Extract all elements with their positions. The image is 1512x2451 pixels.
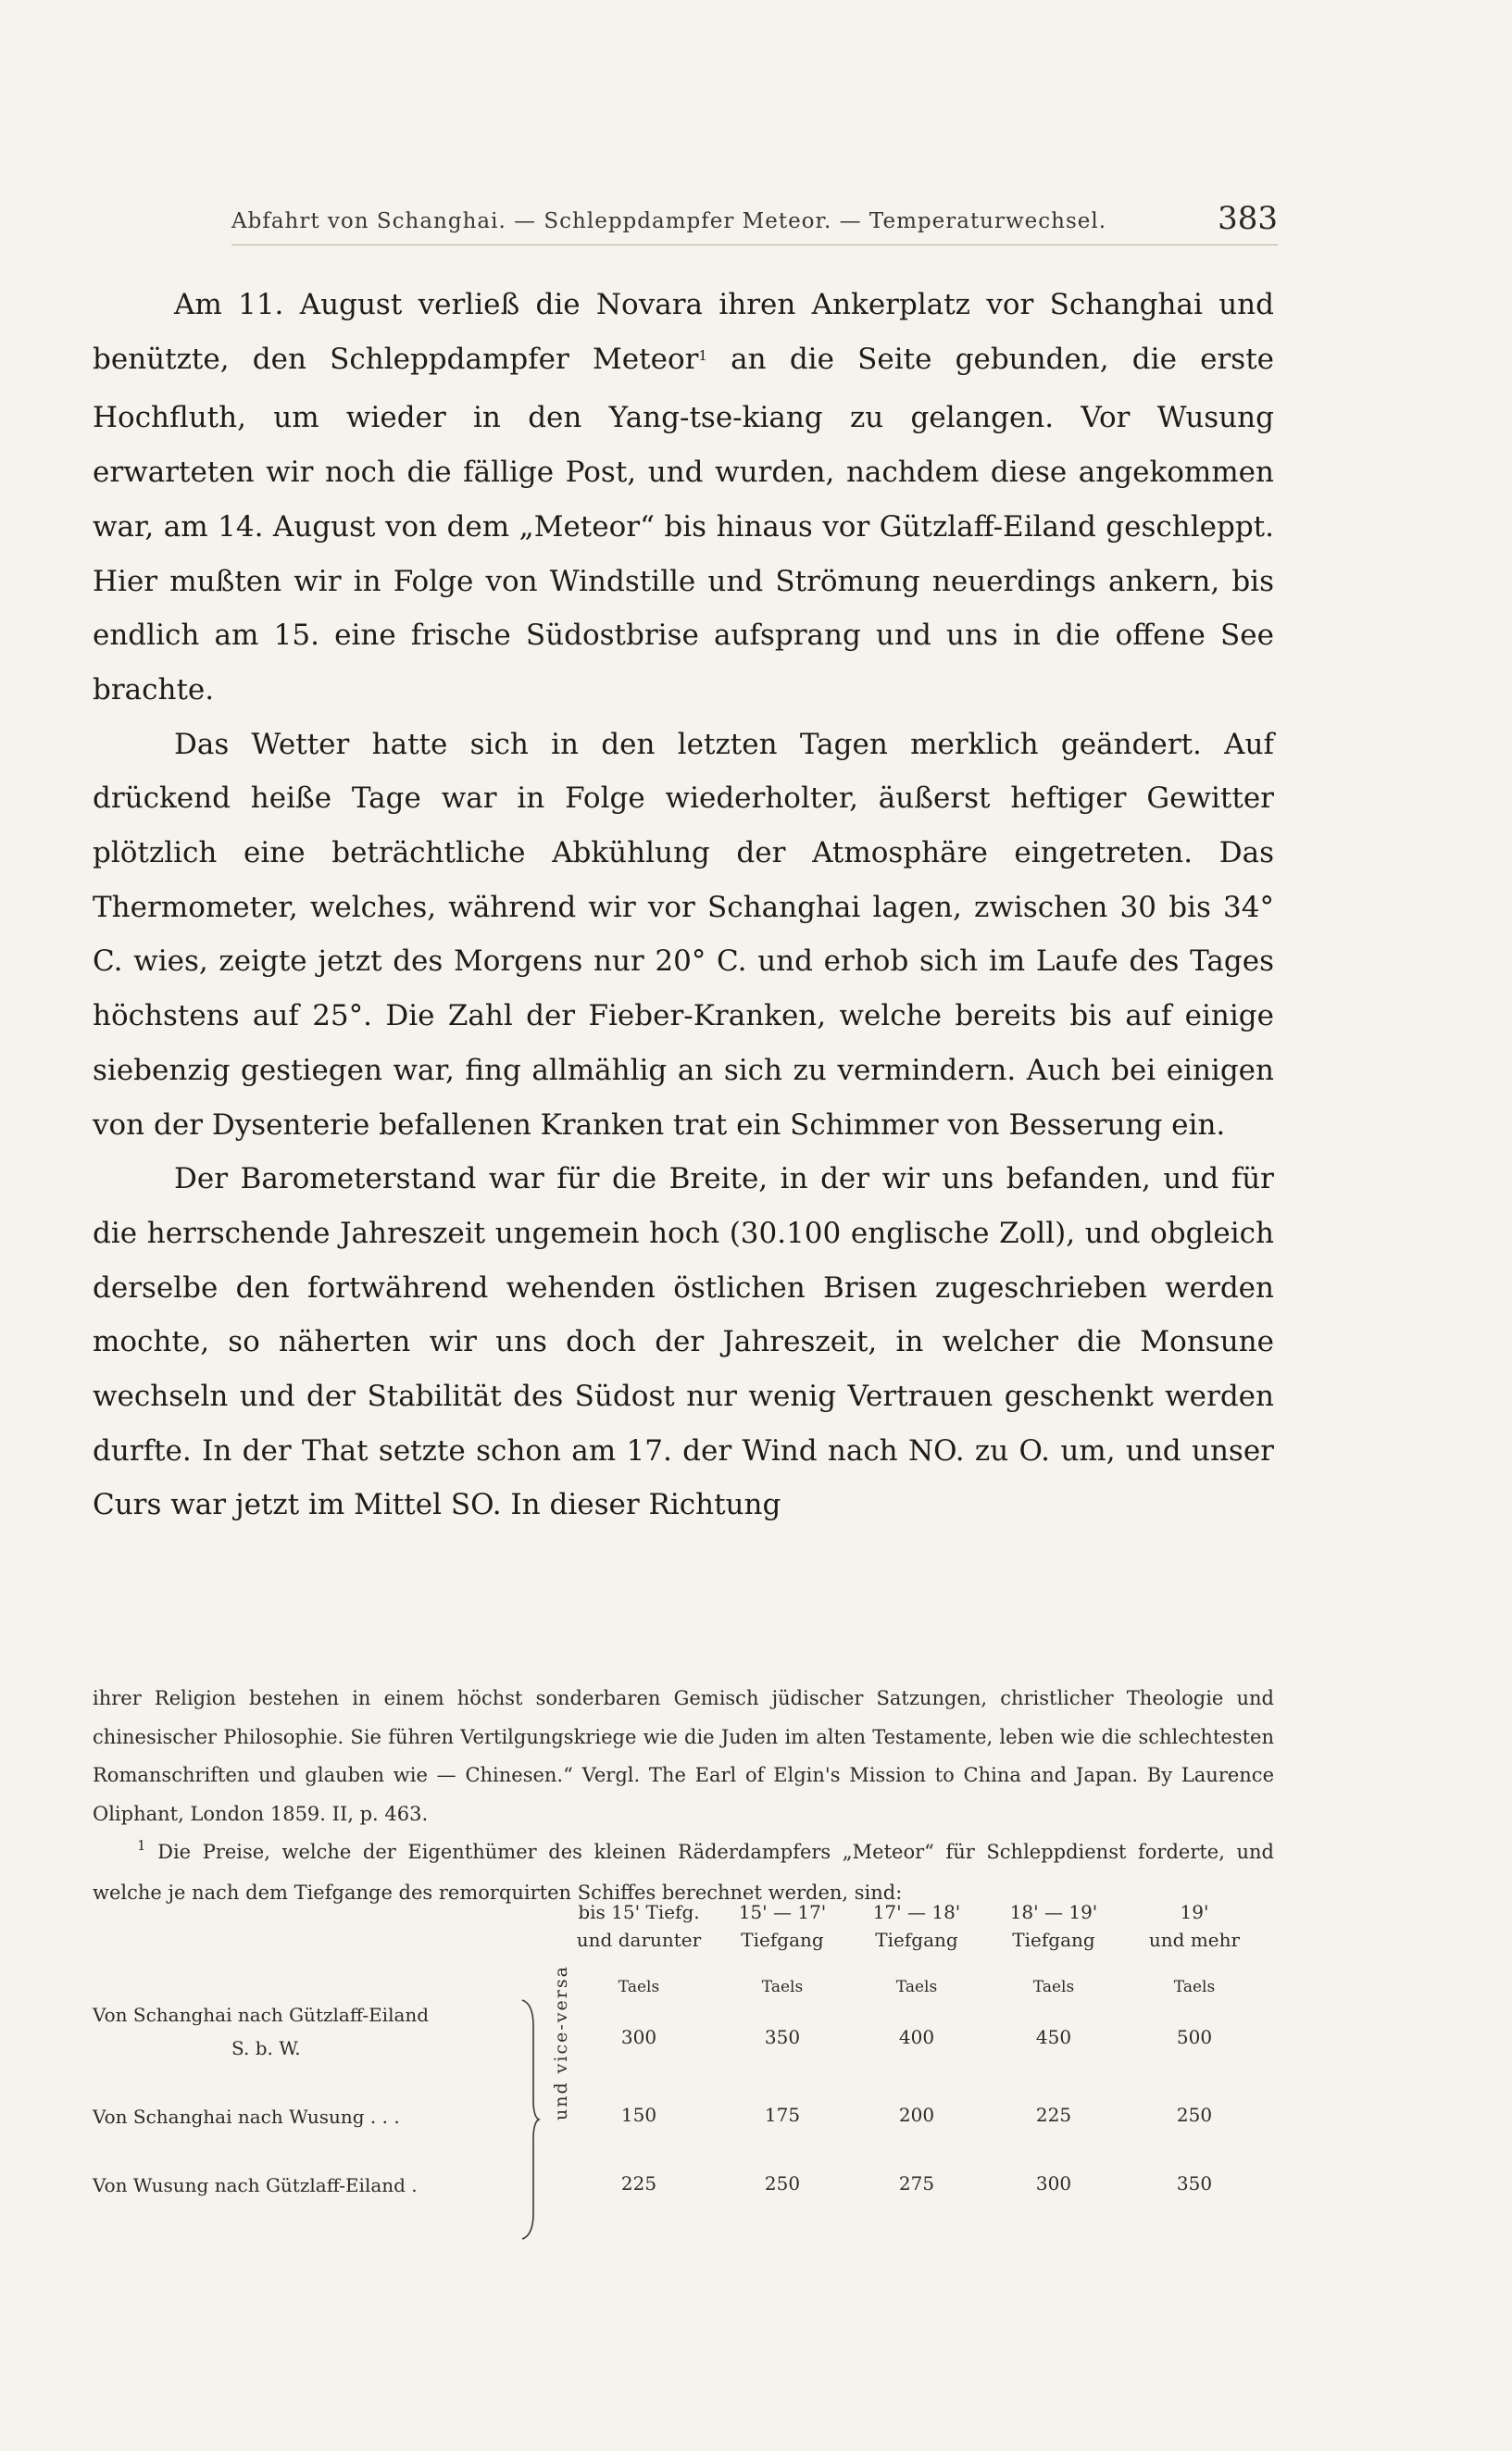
unit-label: Taels bbox=[1173, 1978, 1216, 1996]
unit-label: Taels bbox=[895, 1978, 938, 1996]
paragraph-2: Das Wetter hatte sich in den letzten Tagen merklich geändert. Auf drückend heiße Tage war in Folge wiederholter, äußerst heftiger Gewitter plötzlich eine beträchtliche Abkühlung der Atmosphäre eingetreten. Das Thermometer, welches, während wir vor Schanghai lagen, zwischen 30 bis 34° C. wies, zeigte jetzt des Morgens nur 20° C. und erhob sich im Laufe des Tages höchstens auf 25°. Die Zahl der Fieber-Kranken, welche bereits bis auf einige siebenzig gestiegen war, fing allmählig an sich zu vermindern. Auch bei einigen von der Dysenterie befallenen Kranken trat ein Schimmer von Besserung ein. bbox=[93, 727, 1274, 1142]
column-header bbox=[565, 1898, 713, 1954]
table-cell: 275 bbox=[898, 2172, 935, 2195]
main-text bbox=[93, 278, 1274, 1532]
row-label: Von Wusung nach Gützlaff-Eiland . bbox=[93, 2174, 418, 2196]
row-label: Von Schanghai nach Wusung . . . bbox=[93, 2106, 400, 2128]
table-cell: 450 bbox=[1035, 2026, 1072, 2048]
footnote-continuation: ihrer Religion bestehen in einem höchst sonderbaren Gemisch jüdischer Satzungen, christlicher Theologie und chinesischer Philosophie. Sie führen Vertilgungskriege wie die Juden im alten Testamente, leben wie die schlechtesten Romanschriften und glauben wie — Chinesen.“ Vergl. The Earl of Elgin's Mission to China and Japan. By Laurence Oliphant, London 1859. II, p. 463. bbox=[93, 1687, 1274, 1825]
footnotes bbox=[93, 1680, 1274, 1912]
column-header-line2: Tiefgang bbox=[1012, 1929, 1095, 1951]
table-cell: 250 bbox=[764, 2172, 801, 2195]
column-header-line1: 15' — 17' bbox=[738, 1901, 827, 1923]
page-number: 383 bbox=[1218, 200, 1278, 237]
page-header bbox=[231, 200, 1278, 245]
footnote-ref-1: 1 bbox=[698, 346, 707, 364]
paragraph-3: Der Barometerstand war für die Breite, in der wir uns befanden, und für die herrschende Jahreszeit ungemein hoch (30.100 englische Zoll), und obgleich derselbe den fortwährend wehenden östlichen Brisen zugeschrieben werden mochte, so näherten wir uns doch der Jahreszeit, in welcher die Monsune wechseln und der Stabilität des Südost nur wenig Vertrauen geschenkt werden durfte. In der That setzte schon am 17. der Wind nach NO. zu O. um, und unser Curs war jetzt im Mittel SO. In dieser Richtung bbox=[93, 1162, 1274, 1522]
table-cell: 225 bbox=[620, 2172, 657, 2195]
column-header-line1: 17' — 18' bbox=[872, 1901, 961, 1923]
right-brace bbox=[520, 1998, 541, 2241]
column-header bbox=[1120, 1898, 1268, 1954]
column-header-line2: Tiefgang bbox=[741, 1929, 824, 1951]
footnote-1-mark: 1 bbox=[137, 1837, 146, 1854]
column-header-line2: Tiefgang bbox=[875, 1929, 958, 1951]
column-header-line2: und darunter bbox=[576, 1929, 702, 1951]
column-header-line2: und mehr bbox=[1148, 1929, 1241, 1951]
table-cell: 150 bbox=[620, 2104, 657, 2126]
unit-label: Taels bbox=[618, 1978, 660, 1996]
column-header-line1: bis 15' Tiefg. bbox=[578, 1901, 700, 1923]
paragraph-1-continued: an die Seite gebunden, die erste Hochfluth, um wieder in den Yang-tse-kiang zu gelangen. Vor Wusung erwarteten wir noch die fällige Post, und wurden, nachdem diese angekommen war, am 14. August von dem „Meteor“ bis hinaus vor Gützlaff-Eiland geschleppt. Hier mußten wir in Folge von Windstille und Strömung neuerdings ankern, bis endlich am 15. eine frische Südostbrise aufsprang und uns in die offene See brachte. bbox=[93, 342, 1274, 707]
table-cell: 350 bbox=[1176, 2172, 1213, 2195]
table-cell: 250 bbox=[1176, 2104, 1213, 2126]
tariff-table: bis 15' Tiefg. und darunter 15' — 17' Tiefgang 17' — 18' Tiefgang 18' — 19' Tiefgang 19' und mehr Taels Taels Taels Taels Taels Von Schanghai nach Gützlaff-Eiland S. b. W. Von Schanghai nach Wusung . . . Von Wusung nach Gützlaff-Eiland . 300 350 400 450 500 150 175 200 225 250 225 250 275 300 350 und vice-versa bbox=[93, 1898, 1287, 2213]
row-label-sub: S. b. W. bbox=[231, 2037, 301, 2059]
table-cell: 175 bbox=[764, 2104, 801, 2126]
running-title: Abfahrt von Schanghai. — Schleppdampfer Meteor. — Temperaturwechsel. bbox=[231, 209, 1107, 233]
column-header bbox=[708, 1898, 856, 1954]
unit-label: Taels bbox=[1032, 1978, 1075, 1996]
column-header-line1: 19' bbox=[1180, 1901, 1209, 1923]
column-header bbox=[980, 1898, 1128, 1954]
table-cell: 400 bbox=[898, 2026, 935, 2048]
table-cell: 300 bbox=[620, 2026, 657, 2048]
column-header bbox=[843, 1898, 991, 1954]
footnote-1-text: Die Preise, welche der Eigenthümer des kleinen Räderdampfers „Meteor“ für Schleppdienst forderte, und welche je nach dem Tiefgange des remorquirten Schiffes berechnet werden, sind: bbox=[93, 1841, 1274, 1904]
unit-label: Taels bbox=[761, 1978, 804, 1996]
column-header-line1: 18' — 19' bbox=[1009, 1901, 1098, 1923]
row-label: Von Schanghai nach Gützlaff-Eiland bbox=[93, 2004, 430, 2026]
table-cell: 350 bbox=[764, 2026, 801, 2048]
table-cell: 200 bbox=[898, 2104, 935, 2126]
paragraph-1 bbox=[93, 278, 1274, 718]
paragraph-1-text: Am 11. August verließ die Novara ihren Ankerplatz vor Schanghai und benützte, den Schleppdampfer Meteor bbox=[93, 288, 1274, 376]
table-cell: 225 bbox=[1035, 2104, 1072, 2126]
table-cell: 500 bbox=[1176, 2026, 1213, 2048]
table-cell: 300 bbox=[1035, 2172, 1072, 2195]
